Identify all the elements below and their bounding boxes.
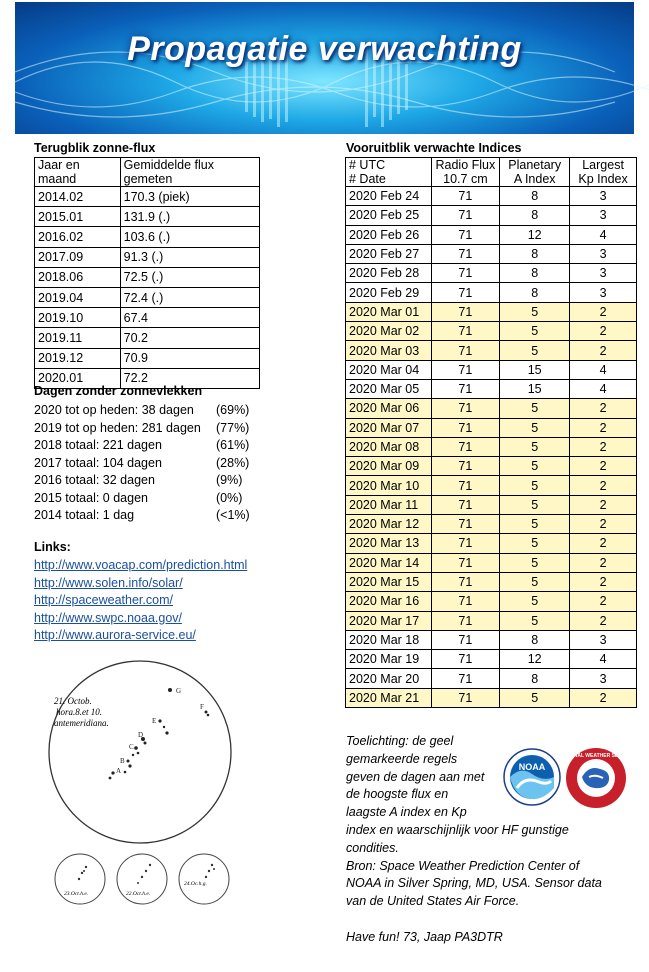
forecast-a-index: 5: [500, 515, 570, 534]
forecast-row-highlighted: [346, 515, 637, 534]
forecast-date: 2020 Feb 26: [346, 225, 432, 244]
forecast-flux: 71: [431, 457, 500, 476]
forecast-flux: 71: [431, 688, 500, 707]
sun-disk-small-3: [179, 854, 229, 904]
note-line: van de United States Air Force.: [346, 894, 520, 909]
forecast-a-index: 5: [500, 302, 570, 321]
forecast-row-highlighted: [346, 495, 637, 514]
sun-label-line2: hora.8.et 10.: [56, 707, 102, 717]
forecast-header-flux: Radio Flux 10.7 cm: [431, 158, 500, 187]
note-line: de hoogste flux en: [346, 787, 449, 802]
forecast-date: 2020 Mar 21: [346, 688, 432, 707]
forecast-kp-index: 2: [570, 534, 637, 553]
forecast-date: 2020 Mar 01: [346, 302, 432, 321]
flux-row: [35, 207, 260, 227]
forecast-flux: 71: [431, 187, 500, 206]
forecast-kp-index: 4: [570, 379, 637, 398]
forecast-a-index: 8: [500, 244, 570, 263]
sun-label-line3: antemeridiana.: [54, 718, 109, 728]
forecast-a-index: 8: [500, 206, 570, 225]
note-line: condities.: [346, 840, 399, 855]
note-line: index en waarschijnlijk voor HF gunstige: [346, 822, 569, 837]
forecast-row: [346, 264, 637, 283]
forecast-row: [346, 630, 637, 649]
flux-value: 70.9: [120, 348, 259, 368]
forecast-kp-index: 2: [570, 688, 637, 707]
sunspot-drawing: [34, 657, 246, 913]
forecast-row-highlighted: [346, 322, 637, 341]
flux-row: [35, 348, 260, 368]
forecast-row: [346, 187, 637, 206]
forecast-date: 2020 Mar 15: [346, 572, 432, 591]
forecast-a-index: 8: [500, 283, 570, 302]
forecast-a-index: 8: [500, 630, 570, 649]
small-disk-label-2: 22.Oct.h.e.: [126, 891, 151, 897]
flux-period: 2014.02: [35, 187, 121, 207]
spotless-title: Dagen zonder zonnevlekken: [34, 384, 203, 398]
forecast-row-highlighted: [346, 572, 637, 591]
page-title: Propagatie verwachting: [127, 30, 522, 68]
forecast-a-index: 5: [500, 418, 570, 437]
external-link[interactable]: http://www.aurora-service.eu/: [34, 628, 196, 642]
forecast-row-highlighted: [346, 611, 637, 630]
spotless-label: 2020 tot op heden: 38 dagen: [34, 403, 194, 417]
spotless-percentage: (0%): [216, 490, 243, 505]
spotless-row: [34, 507, 250, 525]
forecast-kp-index: 2: [570, 302, 637, 321]
forecast-date: 2020 Mar 07: [346, 418, 432, 437]
forecast-kp-index: 3: [570, 187, 637, 206]
forecast-a-index: 5: [500, 572, 570, 591]
spotless-row: [34, 490, 250, 508]
note-line: NOAA in Silver Spring, MD, USA. Sensor data: [346, 876, 602, 891]
forecast-row-highlighted: [346, 553, 637, 572]
forecast-kp-index: 2: [570, 572, 637, 591]
forecast-date: 2020 Mar 09: [346, 457, 432, 476]
forecast-date: 2020 Mar 10: [346, 476, 432, 495]
forecast-a-index: 5: [500, 553, 570, 572]
forecast-date: 2020 Mar 19: [346, 650, 432, 669]
forecast-flux: 71: [431, 244, 500, 263]
flux-period: 2020.01: [35, 368, 121, 388]
flux-row: [35, 328, 260, 348]
forecast-kp-index: 2: [570, 341, 637, 360]
forecast-date: 2020 Mar 05: [346, 379, 432, 398]
forecast-flux: 71: [431, 611, 500, 630]
forecast-a-index: 5: [500, 341, 570, 360]
small-disk-label-3: 24.Oc.h.g.: [184, 881, 207, 887]
forecast-kp-index: 2: [570, 553, 637, 572]
forecast-flux: 71: [431, 476, 500, 495]
small-disk-label-1: 23.Oct.h.e.: [64, 891, 89, 897]
flux-period: 2018.06: [35, 267, 121, 287]
forecast-kp-index: 4: [570, 650, 637, 669]
spotless-percentage: (69%): [216, 403, 250, 417]
forecast-kp-index: 2: [570, 611, 637, 630]
flux-review-title: Terugblik zonne-flux: [34, 141, 156, 155]
forecast-kp-index: 3: [570, 264, 637, 283]
flux-header-value: Gemiddelde flux gemeten: [120, 158, 259, 187]
forecast-kp-index: 2: [570, 476, 637, 495]
forecast-a-index: 15: [500, 379, 570, 398]
forecast-row: [346, 206, 637, 225]
note-line: Bron: Space Weather Prediction Center of: [346, 858, 580, 873]
forecast-kp-index: 2: [570, 592, 637, 611]
forecast-a-index: 8: [500, 187, 570, 206]
forecast-kp-index: 4: [570, 360, 637, 379]
forecast-row-highlighted: [346, 688, 637, 707]
flux-value: 103.6 (.): [120, 227, 259, 247]
forecast-a-index: 5: [500, 495, 570, 514]
spot-label-f: F: [200, 703, 204, 711]
forecast-row-highlighted: [346, 302, 637, 321]
forecast-table: [345, 157, 637, 708]
forecast-a-index: 8: [500, 264, 570, 283]
forecast-kp-index: 4: [570, 225, 637, 244]
forecast-a-index: 5: [500, 611, 570, 630]
forecast-row: [346, 225, 637, 244]
forecast-row-highlighted: [346, 476, 637, 495]
spotless-row: [34, 437, 250, 455]
spotless-percentage: (9%): [216, 473, 243, 487]
flux-value: 70.2: [120, 328, 259, 348]
forecast-flux: 71: [431, 669, 500, 688]
flux-row: [35, 308, 260, 328]
flux-header-period: Jaar en maand: [35, 158, 121, 187]
forecast-flux: 71: [431, 553, 500, 572]
note-line: Toelichting: de geel: [346, 734, 454, 748]
spotless-row: [34, 472, 250, 490]
forecast-flux: 71: [431, 418, 500, 437]
forecast-date: 2020 Mar 16: [346, 592, 432, 611]
forecast-a-index: 5: [500, 592, 570, 611]
flux-period: 2019.12: [35, 348, 121, 368]
flux-row: [35, 247, 260, 267]
flux-period: 2019.10: [35, 308, 121, 328]
flux-row: [35, 187, 260, 207]
forecast-date: 2020 Mar 20: [346, 669, 432, 688]
forecast-row-highlighted: [346, 399, 637, 418]
forecast-kp-index: 3: [570, 244, 637, 263]
spot-label-g: G: [176, 687, 182, 695]
spotless-row: [34, 455, 250, 473]
forecast-row-highlighted: [346, 592, 637, 611]
forecast-a-index: 5: [500, 399, 570, 418]
forecast-flux: 71: [431, 515, 500, 534]
spotless-percentage: (28%): [216, 455, 250, 470]
spot-label-a: A: [116, 767, 122, 775]
forecast-date: 2020 Mar 12: [346, 515, 432, 534]
forecast-a-index: 15: [500, 360, 570, 379]
forecast-date: 2020 Feb 28: [346, 264, 432, 283]
forecast-date: 2020 Mar 13: [346, 534, 432, 553]
forecast-header-a-index: Planetary A Index: [500, 158, 570, 187]
flux-value: 72.4 (.): [120, 287, 259, 307]
forecast-kp-index: 2: [570, 495, 637, 514]
spot-label-b: B: [120, 757, 125, 765]
flux-value: 91.3 (.): [120, 247, 259, 267]
spotless-label: 2019 tot op heden: 281 dagen: [34, 420, 201, 435]
flux-value: 67.4: [120, 308, 259, 328]
spotless-list: [34, 402, 250, 525]
flux-period: 2019.11: [35, 328, 121, 348]
forecast-flux: 71: [431, 322, 500, 341]
forecast-a-index: 12: [500, 225, 570, 244]
nws-logo: [558, 747, 634, 809]
flux-value: 170.3 (piek): [120, 187, 259, 207]
forecast-flux: 71: [431, 225, 500, 244]
spotless-label: 2017 totaal: 104 dagen: [34, 455, 162, 470]
forecast-header-kp-index: Largest Kp Index: [570, 158, 637, 187]
spot-label-c: C: [129, 743, 134, 751]
flux-value: 72.5 (.): [120, 267, 259, 287]
forecast-header-date: # UTC # Date: [346, 158, 432, 187]
forecast-flux: 71: [431, 379, 500, 398]
forecast-date: 2020 Mar 14: [346, 553, 432, 572]
forecast-flux: 71: [431, 495, 500, 514]
forecast-flux: 71: [431, 302, 500, 321]
spotless-label: 2018 totaal: 221 dagen: [34, 438, 162, 452]
forecast-kp-index: 3: [570, 283, 637, 302]
forecast-kp-index: 2: [570, 437, 637, 456]
spotless-label: 2015 totaal: 0 dagen: [34, 490, 148, 505]
forecast-a-index: 8: [500, 669, 570, 688]
forecast-date: 2020 Mar 02: [346, 322, 432, 341]
forecast-row: [346, 360, 637, 379]
header-banner: [15, 2, 634, 134]
forecast-kp-index: 2: [570, 322, 637, 341]
sun-label-line1: 21. Octob.: [54, 696, 92, 706]
forecast-a-index: 5: [500, 457, 570, 476]
spotless-row: [34, 420, 250, 438]
forecast-date: 2020 Mar 04: [346, 360, 432, 379]
note-line: [346, 911, 636, 929]
forecast-a-index: 5: [500, 476, 570, 495]
forecast-flux: 71: [431, 399, 500, 418]
spotless-percentage: (<1%): [216, 508, 250, 522]
forecast-date: 2020 Mar 08: [346, 437, 432, 456]
forecast-row-highlighted: [346, 534, 637, 553]
forecast-date: 2020 Mar 06: [346, 399, 432, 418]
spotless-row: [34, 402, 250, 420]
note-line: gemarkeerde regels: [346, 751, 458, 766]
note-line: laagste A index en Kp: [346, 805, 467, 820]
flux-row: [35, 267, 260, 287]
forecast-row-highlighted: [346, 437, 637, 456]
forecast-flux: 71: [431, 360, 500, 379]
flux-value: 72.2: [120, 368, 259, 388]
note-line: geven de dagen aan met: [346, 769, 485, 784]
forecast-row: [346, 669, 637, 688]
forecast-row: [346, 283, 637, 302]
flux-row: [35, 287, 260, 307]
forecast-flux: 71: [431, 206, 500, 225]
flux-row: [35, 227, 260, 247]
forecast-a-index: 5: [500, 688, 570, 707]
forecast-row-highlighted: [346, 418, 637, 437]
forecast-kp-index: 3: [570, 669, 637, 688]
forecast-flux: 71: [431, 650, 500, 669]
forecast-kp-index: 2: [570, 457, 637, 476]
note-line: Have fun! 73, Jaap PA3DTR: [346, 929, 503, 944]
forecast-kp-index: 2: [570, 418, 637, 437]
external-link[interactable]: http://www.voacap.com/prediction.html: [34, 558, 248, 572]
forecast-date: 2020 Feb 27: [346, 244, 432, 263]
forecast-row-highlighted: [346, 457, 637, 476]
forecast-flux: 71: [431, 283, 500, 302]
flux-period: 2015.01: [35, 207, 121, 227]
sun-disk-main: [49, 661, 231, 843]
flux-value: 131.9 (.): [120, 207, 259, 227]
links-list: [34, 557, 247, 645]
flux-period: 2017.09: [35, 247, 121, 267]
forecast-date: 2020 Mar 18: [346, 630, 432, 649]
forecast-date: 2020 Mar 17: [346, 611, 432, 630]
forecast-a-index: 5: [500, 534, 570, 553]
spotless-percentage: (77%): [216, 420, 250, 435]
forecast-kp-index: 3: [570, 630, 637, 649]
flux-period: 2019.04: [35, 287, 121, 307]
forecast-row: [346, 650, 637, 669]
forecast-a-index: 12: [500, 650, 570, 669]
forecast-row-highlighted: [346, 341, 637, 360]
spot-label-e: E: [152, 717, 157, 725]
forecast-flux: 71: [431, 341, 500, 360]
forecast-kp-index: 2: [570, 515, 637, 534]
noaa-logo: [503, 748, 561, 806]
external-link[interactable]: http://spaceweather.com/: [34, 593, 173, 607]
svg-text:NATIONAL WEATHER SERVICE: NATIONAL WEATHER SERVICE: [558, 753, 634, 759]
forecast-a-index: 5: [500, 437, 570, 456]
forecast-a-index: 5: [500, 322, 570, 341]
external-link[interactable]: http://www.swpc.noaa.gov/: [34, 610, 182, 625]
spotless-percentage: (61%): [216, 438, 250, 452]
spotless-label: 2014 totaal: 1 dag: [34, 508, 135, 522]
external-link[interactable]: http://www.solen.info/solar/: [34, 575, 183, 590]
forecast-flux: 71: [431, 572, 500, 591]
forecast-kp-index: 3: [570, 206, 637, 225]
forecast-date: 2020 Mar 11: [346, 495, 432, 514]
forecast-row: [346, 379, 637, 398]
forecast-flux: 71: [431, 437, 500, 456]
svg-text:NOAA: NOAA: [518, 762, 546, 772]
forecast-flux: 71: [431, 534, 500, 553]
forecast-flux: 71: [431, 630, 500, 649]
forecast-kp-index: 2: [570, 399, 637, 418]
flux-period: 2016.02: [35, 227, 121, 247]
forecast-date: 2020 Mar 03: [346, 341, 432, 360]
spot-label-d: D: [138, 731, 144, 739]
forecast-row: [346, 244, 637, 263]
links-title: Links:: [34, 540, 71, 554]
forecast-date: 2020 Feb 25: [346, 206, 432, 225]
forecast-title: Vooruitblik verwachte Indices: [346, 141, 522, 155]
forecast-flux: 71: [431, 264, 500, 283]
forecast-date: 2020 Feb 24: [346, 187, 432, 206]
spotless-label: 2016 totaal: 32 dagen: [34, 473, 155, 487]
flux-review-table: [34, 157, 260, 389]
forecast-flux: 71: [431, 592, 500, 611]
forecast-date: 2020 Feb 29: [346, 283, 432, 302]
